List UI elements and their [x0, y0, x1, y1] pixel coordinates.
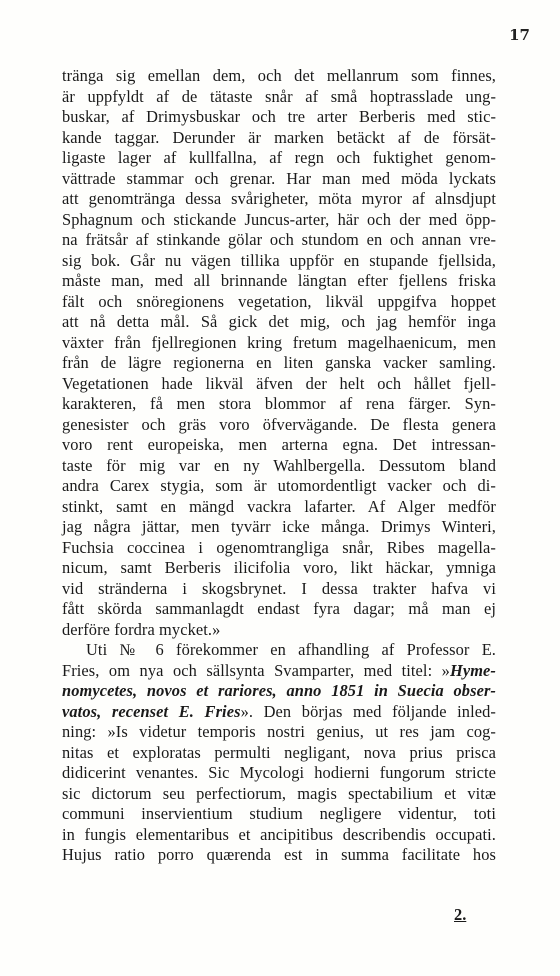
text-span: Fries, om nya och sällsynta Svamparter, med titel: » — [62, 660, 450, 680]
text-line: Hujus ratio porro quærenda est in summa facilitate hos — [62, 845, 496, 864]
text-line: att nå detta mål. Så gick det mig, och jag hemför inga — [62, 312, 496, 331]
text-line: na frätsår af stinkande gölar och stundom en och annan vre- — [62, 230, 496, 249]
text-line: tränga sig emellan dem, och det mellanrum som finnes, — [62, 66, 496, 85]
text-line: nicum, samt Berberis ilicifolia voro, likt häckar, ymniga — [62, 558, 496, 577]
text-line: Vegetationen hade likväl äfven der helt och hållet fjell- — [62, 373, 496, 393]
text-line: från de lägre regionerna en liten ganska vacker samling. — [62, 353, 496, 372]
signature-mark: 2. — [454, 905, 467, 924]
text-line: buskar, af Drimysbuskar och tre arter Berberis med stic- — [62, 107, 496, 126]
text-line: vättrade stammar och grenar. Har man med möda lyckats — [62, 168, 496, 188]
text-line-title-start — [62, 661, 496, 682]
text-line: ning: »Is videtur temporis nostri genius, ut res jam cog- — [62, 722, 496, 741]
text-line: kande taggar. Derunder är marken betäckt af de försät- — [62, 127, 496, 147]
text-line: derföre fordra mycket.» — [62, 619, 221, 639]
text-line: vid stränderna i skogsbrynet. I dessa trakter hafva vi — [62, 578, 496, 598]
text-line: andra Carex stygia, som är utomordentligt vacker och di- — [62, 476, 496, 495]
text-line: Fuchsia coccinea i ogenomtrangliga snår, Ribes magella- — [62, 537, 496, 557]
text-line: voro rent europeiska, men arterna egna. Det intressan- — [62, 435, 496, 454]
text-line: genesister och gräs voro öfvervägande. De flesta genera — [62, 414, 496, 434]
text-line: är uppfyldt af de tätaste snår af små hoptrasslade ung- — [62, 86, 496, 106]
text-line: ligaste lager af kullfallna, af regn och fuktighet genom- — [62, 148, 496, 167]
text-line: växter från fjellregionen kring fretum magelhaenicum, men — [62, 332, 496, 352]
text-line-title-end — [62, 702, 496, 723]
italic-title-span: Hyme- — [449, 660, 496, 680]
paragraph-start-line: Uti № 6 förekommer en afhandling af Professor E. — [86, 640, 496, 659]
page-number: 17 — [509, 26, 530, 44]
text-line: didicerint venantes. Sic Mycologi hodierni fungorum stricte — [62, 763, 496, 782]
text-span: ». Den börjas med följande inled- — [240, 701, 496, 721]
text-line: jag några jättar, men tyvärr icke många. Drimys Winteri, — [62, 517, 496, 536]
text-line: sig bok. Går nu vägen tillika uppför en stupande fjellsida, — [62, 250, 496, 270]
text-line: communi inservientium studium negligere videntur, toti — [62, 804, 496, 823]
text-line: fält och snöregionens vegetation, likväl uppgifva hoppet — [62, 291, 496, 311]
text-line: stinkt, samt en mängd vackra lafarter. Af Alger medför — [62, 496, 496, 516]
italic-title-span: vatos, recenset E. Fries — [62, 701, 241, 721]
text-line: in fungis elementaribus et ancipitibus describendis occupati. — [62, 824, 496, 844]
italic-title-line — [62, 681, 496, 702]
italic-title-span: nomycetes, novos et rariores, anno 1851 in Suecia obser- — [62, 681, 496, 700]
text-line: karakteren, få men stora blommor af rena färger. Syn- — [62, 394, 496, 413]
text-line: nitas et exploratas permulti negligant, nova prius prisca — [62, 742, 496, 762]
text-line: taste för mig var en ny Wahlbergella. Dessutom bland — [62, 455, 496, 475]
text-line: Sphagnum och stickande Juncus-arter, här och der med öpp- — [62, 209, 496, 229]
text-line: sic dictorum seu perfectiorum, magis spectabilium et vitæ — [62, 783, 496, 803]
text-line: måste man, med all brinnande längtan efter fjellens friska — [62, 271, 496, 290]
body-text — [62, 66, 496, 866]
text-line: att genomtränga dessa svårigheter, möta myror af alnsdjupt — [62, 189, 496, 208]
text-line: fått skörda sammanlagdt endast fyra dagar; må man ej — [62, 599, 496, 618]
